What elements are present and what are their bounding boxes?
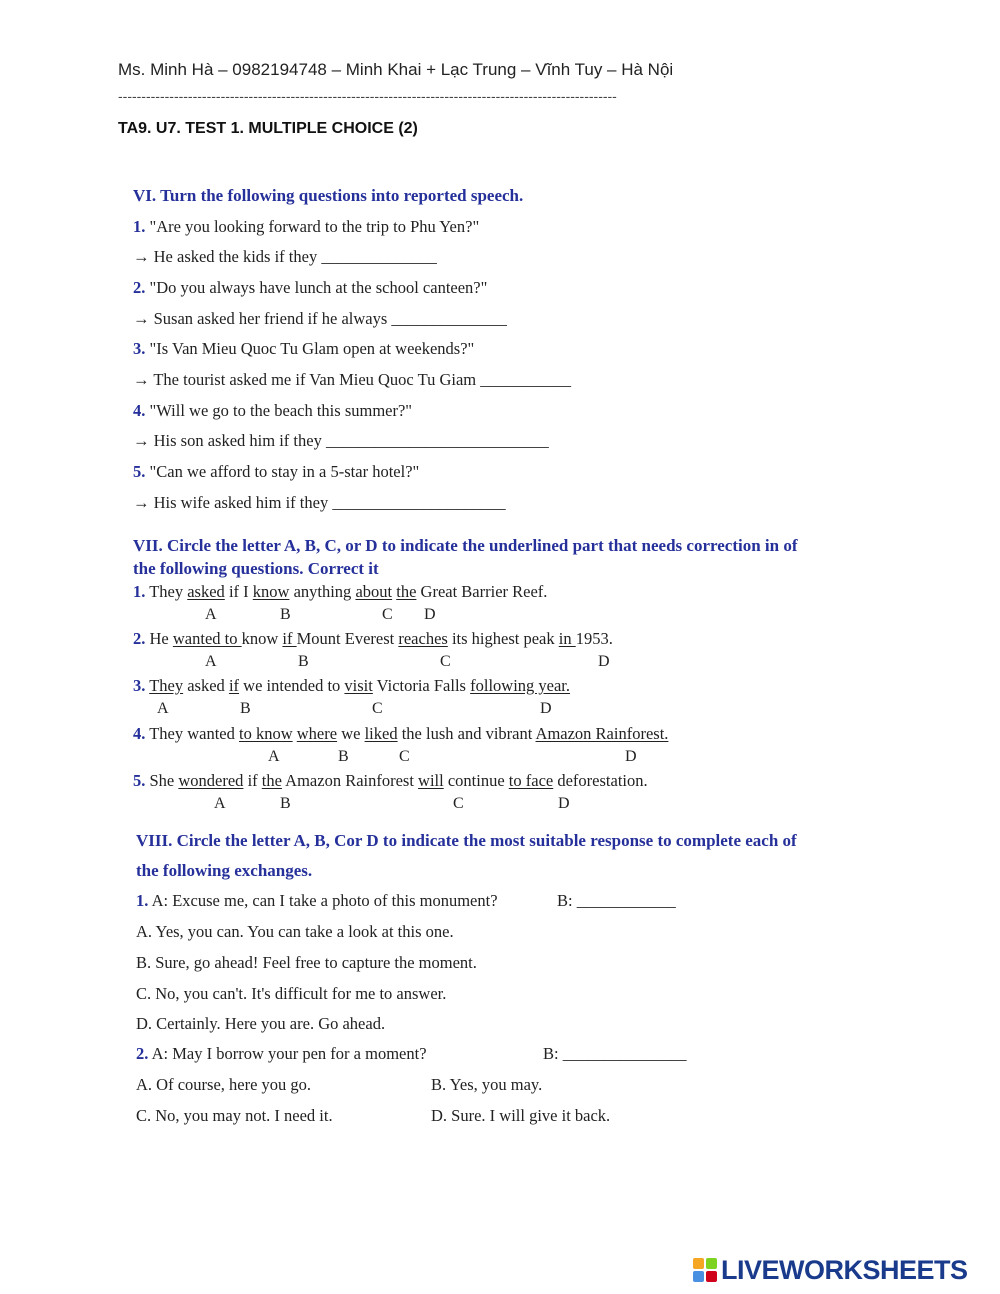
s7-q1-text: if I	[224, 582, 253, 601]
s7-q3-part-c: visit	[344, 676, 373, 695]
option-letter: C	[440, 653, 451, 670]
s8-q1-option-c: C. No, you can't. It's difficult for me to answer.	[136, 984, 447, 1003]
s7-q1-text: anything	[289, 582, 356, 601]
s8-q1-option-a: A. Yes, you can. You can take a look at this one.	[136, 922, 454, 941]
s8-q1-prompt: A: Excuse me, can I take a photo of this monument?	[148, 891, 498, 910]
s6-answer-3: → The tourist asked me if Van Mieu Quoc Tu Giam ___________	[133, 370, 571, 389]
s7-question-1	[133, 582, 547, 602]
s7-q4-text: They wanted	[145, 724, 240, 743]
s7-q3-part-d: following year.	[470, 676, 571, 695]
s8-q2-option-c: C. No, you may not. I need it.	[136, 1106, 333, 1125]
s7-q2-text: He	[145, 629, 173, 648]
option-letter: D	[625, 748, 637, 765]
logo-tile	[706, 1258, 717, 1269]
section-7-heading-line-2: the following questions. Correct it	[133, 559, 379, 578]
s7-q2-text: 1953.	[575, 629, 613, 648]
s7-q4-part-a: to know	[239, 724, 293, 743]
s8-q1-blank: B: ____________	[557, 891, 676, 910]
logo-text: LIVEWORKSHEETS	[721, 1254, 968, 1285]
s7-q4-part-c: liked	[364, 724, 398, 743]
s7-q2-number: 2.	[133, 629, 146, 648]
s6-q1-text: "Are you looking forward to the trip to Phu Yen?"	[145, 217, 480, 236]
s6-question-1	[133, 217, 479, 237]
s7-q1-number: 1.	[133, 582, 146, 601]
liveworksheets-logo	[693, 1254, 968, 1286]
s6-answer-2: → Susan asked her friend if he always ______________	[133, 309, 507, 328]
s7-q5-part-c: will	[418, 771, 444, 790]
option-letter: B	[298, 653, 309, 670]
s8-question-1	[136, 891, 498, 911]
option-letter: D	[558, 795, 570, 812]
s6-q3-number: 3.	[133, 339, 146, 358]
s6-q2-number: 2.	[133, 278, 146, 297]
s7-q2-part-a: wanted to	[172, 629, 242, 648]
s7-q2-part-b: if	[282, 629, 297, 648]
s6-q4-number: 4.	[133, 401, 146, 420]
option-letter: A	[157, 700, 169, 717]
s7-q1-part-b: know	[252, 582, 290, 601]
s7-q2-text: know	[241, 629, 283, 648]
s7-q5-text: She	[145, 771, 179, 790]
s7-question-4	[133, 724, 668, 744]
s7-q2-part-c: reaches	[398, 629, 448, 648]
s7-q2-text: Mount Everest	[296, 629, 399, 648]
s7-q1-text: Great Barrier Reef.	[416, 582, 548, 601]
s6-answer-1: → He asked the kids if they ______________	[133, 247, 437, 266]
s6-question-2	[133, 278, 487, 298]
s7-q5-part-b: the	[261, 771, 282, 790]
s7-question-2	[133, 629, 613, 649]
s8-q2-blank: B: _______________	[543, 1044, 687, 1063]
s7-q2-text: its highest peak	[447, 629, 559, 648]
s7-q3-number: 3.	[133, 676, 146, 695]
option-letter: A	[205, 606, 217, 623]
s7-q4-number: 4.	[133, 724, 146, 743]
section-8-heading-line-2: the following exchanges.	[136, 861, 313, 880]
s8-q1-number: 1.	[136, 891, 149, 910]
s8-q2-option-a: A. Of course, here you go.	[136, 1075, 312, 1094]
s7-q3-part-b: if	[228, 676, 240, 695]
s6-q3-text: "Is Van Mieu Quoc Tu Glam open at weekends?"	[145, 339, 475, 358]
s7-q5-part-d: to face	[508, 771, 554, 790]
s6-question-3	[133, 339, 474, 359]
s8-q2-prompt: A: May I borrow your pen for a moment?	[148, 1044, 427, 1063]
s7-question-3	[133, 676, 570, 696]
option-letter: B	[280, 606, 291, 623]
s7-q3-text: asked	[183, 676, 229, 695]
option-letter: B	[338, 748, 349, 765]
s6-q5-number: 5.	[133, 462, 146, 481]
document-title: TA9. U7. TEST 1. MULTIPLE CHOICE (2)	[118, 120, 418, 137]
s7-q1-part-c: about	[355, 582, 393, 601]
s7-q5-text: if	[243, 771, 262, 790]
s7-q3-part-a: They	[149, 676, 184, 695]
option-letter: C	[382, 606, 393, 623]
s8-question-2	[136, 1044, 427, 1064]
s6-q1-number: 1.	[133, 217, 146, 236]
s8-q2-option-b: B. Yes, you may.	[431, 1075, 543, 1094]
s7-q5-number: 5.	[133, 771, 146, 790]
s7-q4-text: the lush and vibrant	[397, 724, 536, 743]
s6-q5-text: "Can we afford to stay in a 5-star hotel?"	[145, 462, 420, 481]
s8-q2-number: 2.	[136, 1044, 149, 1063]
option-letter: C	[399, 748, 410, 765]
section-6-heading: VI. Turn the following questions into reported speech.	[133, 186, 524, 205]
s7-q5-text: continue	[443, 771, 509, 790]
s7-q1-part-d: the	[396, 582, 417, 601]
s7-q1-text: They	[145, 582, 188, 601]
s7-q5-part-a: wondered	[178, 771, 244, 790]
header-divider: -----------------------------------------------------------------------------------------------------------	[118, 88, 617, 104]
option-letter: D	[424, 606, 436, 623]
s7-q4-part-d: Amazon Rainforest.	[535, 724, 669, 743]
logo-tile	[693, 1258, 704, 1269]
s6-q4-text: "Will we go to the beach this summer?"	[145, 401, 413, 420]
s7-q4-text: we	[337, 724, 365, 743]
s6-answer-5: → His wife asked him if they _____________________	[133, 493, 506, 512]
option-letter: A	[205, 653, 217, 670]
s7-q5-text: deforestation.	[553, 771, 648, 790]
logo-grid-icon	[693, 1258, 717, 1282]
option-letter: A	[268, 748, 280, 765]
s7-q3-text: Victoria Falls	[372, 676, 471, 695]
header-contact: Ms. Minh Hà – 0982194748 – Minh Khai + Lạc Trung – Vĩnh Tuy – Hà Nội	[118, 60, 674, 79]
option-letter: C	[372, 700, 383, 717]
logo-tile	[693, 1271, 704, 1282]
s7-q5-text: Amazon Rainforest	[281, 771, 419, 790]
logo-tile	[706, 1271, 717, 1282]
s8-q1-option-d: D. Certainly. Here you are. Go ahead.	[136, 1014, 386, 1033]
s7-q2-part-d: in	[558, 629, 576, 648]
s8-q1-option-b: B. Sure, go ahead! Feel free to capture the moment.	[136, 953, 477, 972]
s8-q2-option-d: D. Sure. I will give it back.	[431, 1106, 611, 1125]
section-8-heading-line-1: VIII. Circle the letter A, B, Cor D to indicate the most suitable response to complete each of	[136, 831, 797, 850]
option-letter: C	[453, 795, 464, 812]
s6-q2-text: "Do you always have lunch at the school canteen?"	[145, 278, 488, 297]
s6-question-4	[133, 401, 412, 421]
option-letter: B	[280, 795, 291, 812]
option-letter: B	[240, 700, 251, 717]
s6-question-5	[133, 462, 419, 482]
s7-question-5	[133, 771, 648, 791]
option-letter: A	[214, 795, 226, 812]
s6-answer-4: → His son asked him if they ___________________________	[133, 431, 549, 450]
s7-q4-part-b: where	[296, 724, 338, 743]
s7-q3-text: we intended to	[239, 676, 345, 695]
option-letter: D	[598, 653, 610, 670]
option-letter: D	[540, 700, 552, 717]
s7-q1-part-a: asked	[187, 582, 225, 601]
section-7-heading-line-1: VII. Circle the letter A, B, C, or D to indicate the underlined part that needs correction in of	[133, 536, 798, 555]
